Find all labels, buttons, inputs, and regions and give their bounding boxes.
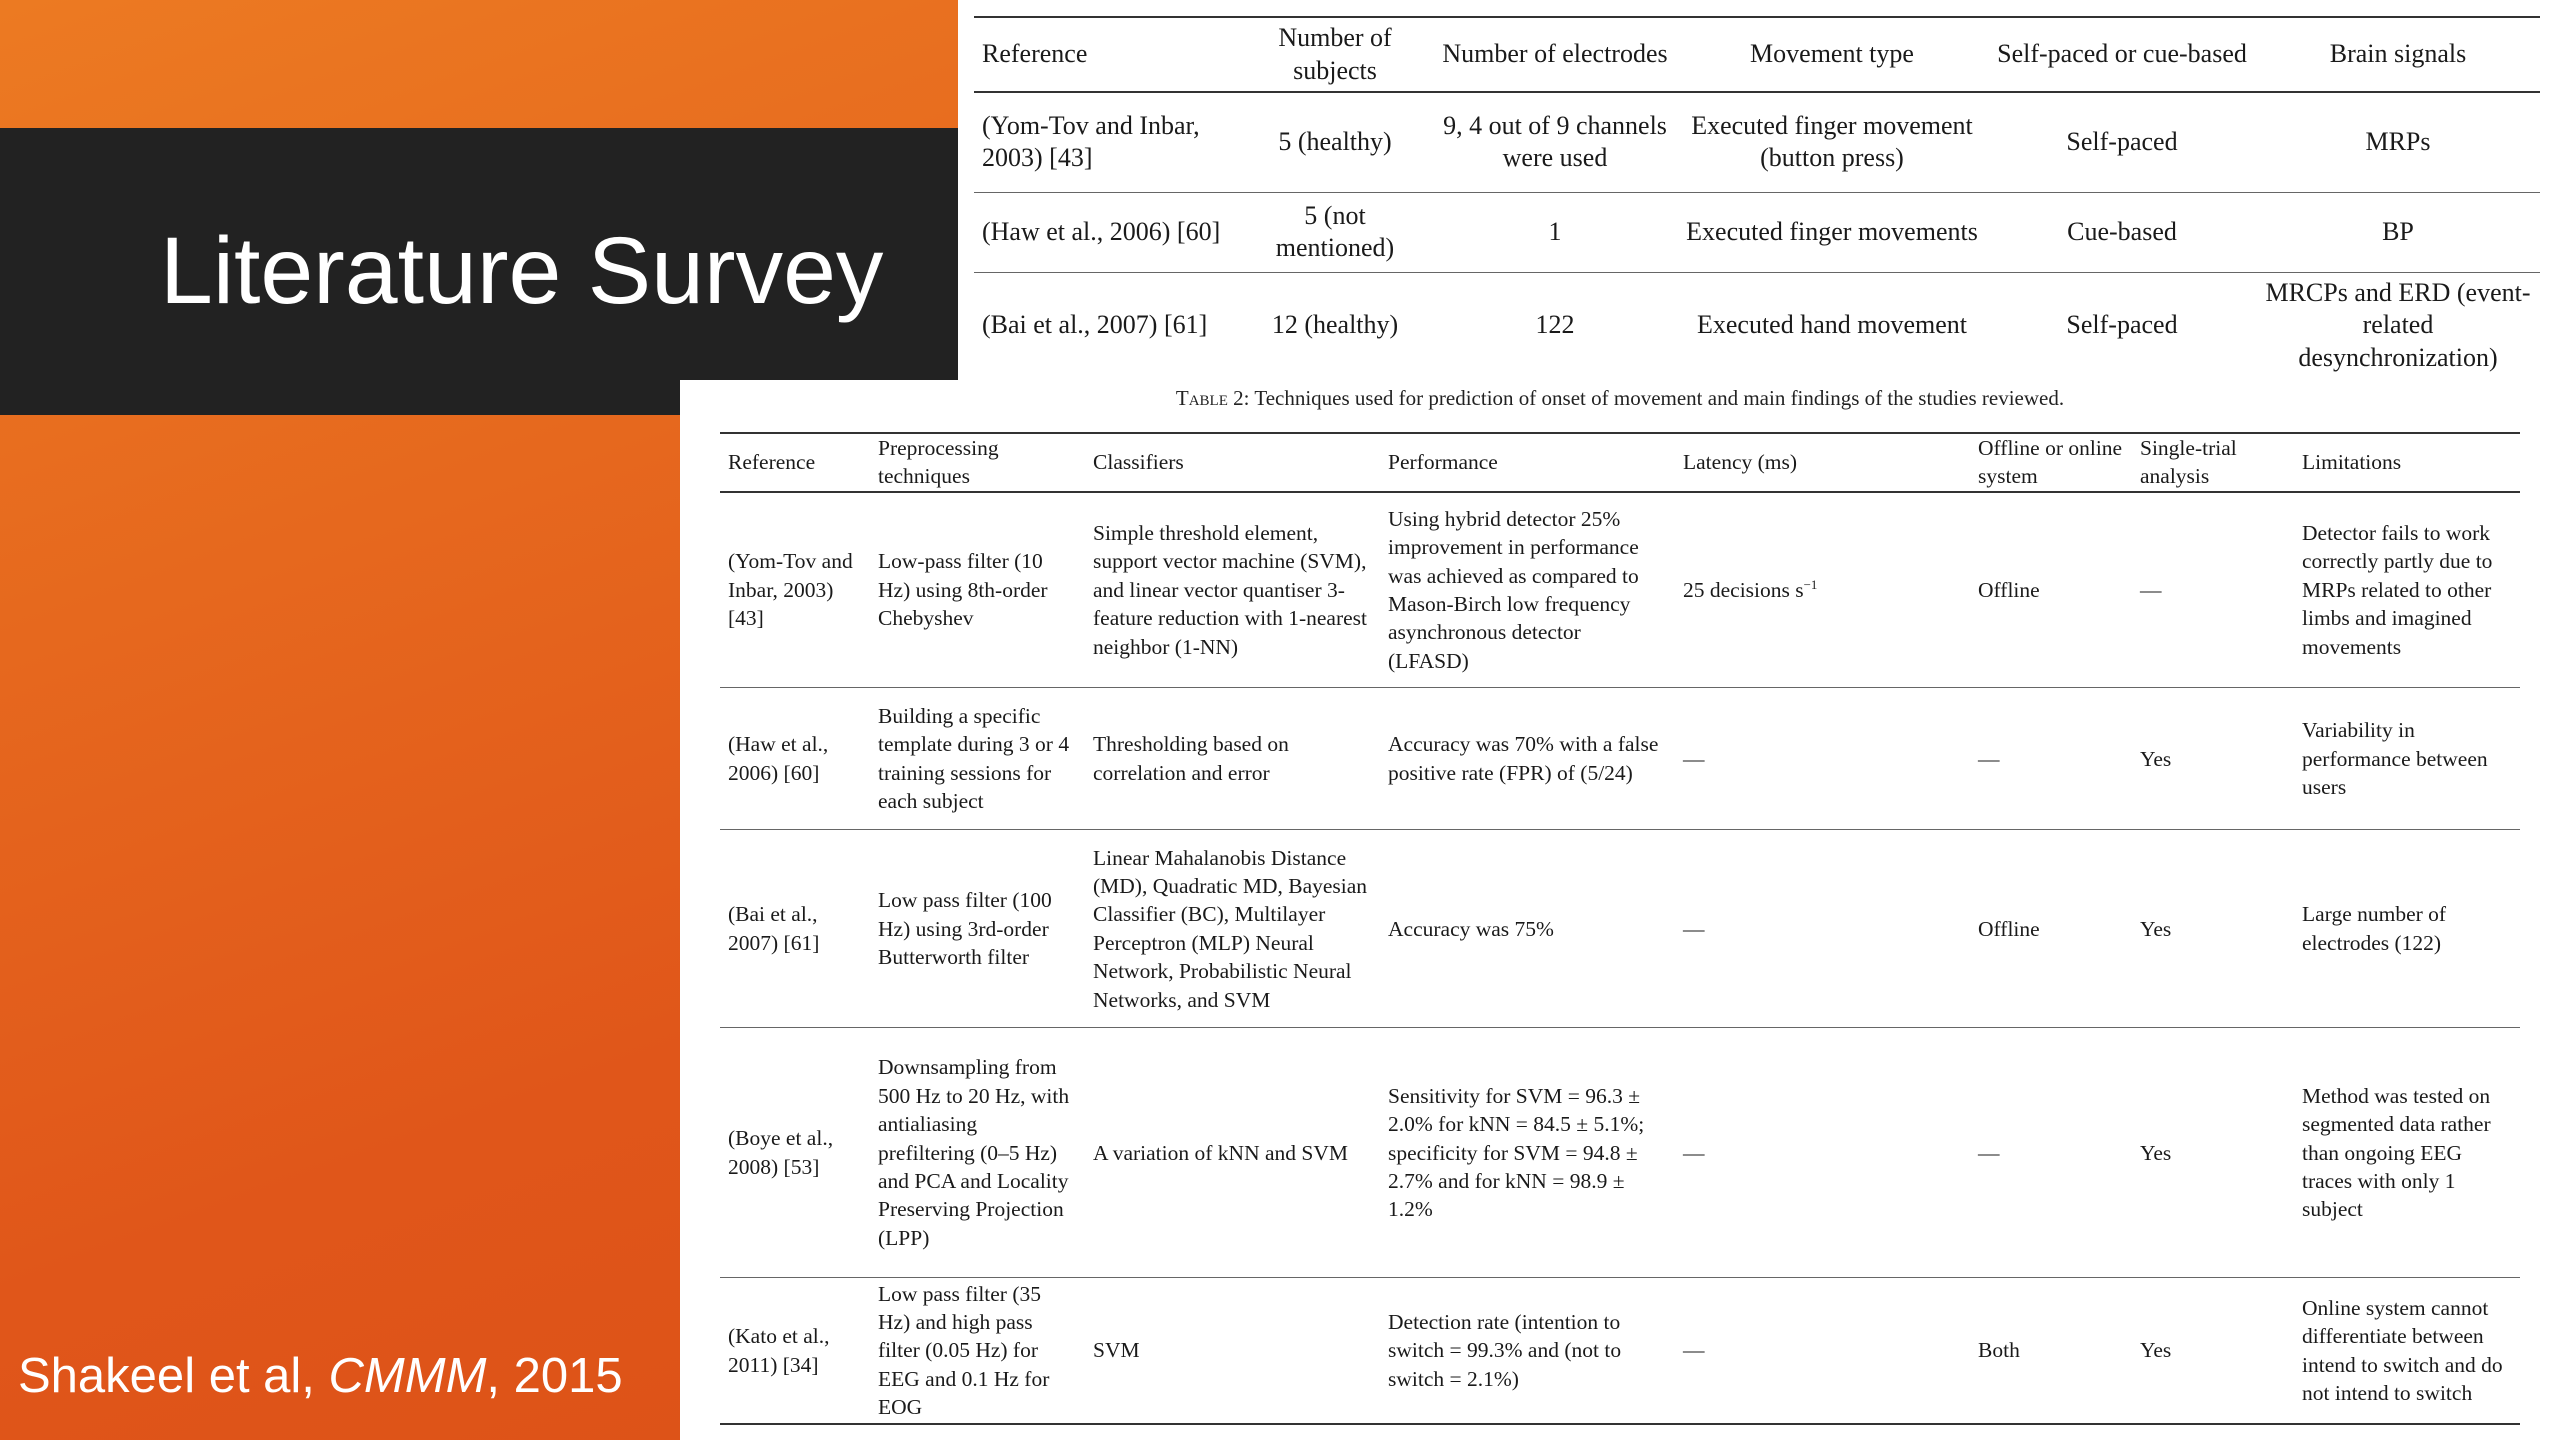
table-2-cell-latency — [1675, 1278, 1970, 1424]
table-1-header-row — [974, 17, 2540, 92]
table-1-row — [974, 272, 2540, 378]
table-1-cell: 5 (healthy) — [1236, 92, 1434, 192]
table-1-cell: (Bai et al., 2007) [61] — [982, 310, 1208, 339]
table-2-image — [680, 380, 2560, 1440]
table-2-cell-single-trial: — — [2132, 492, 2294, 688]
latency-value: — — [1683, 746, 1705, 771]
table-2-row — [720, 688, 2520, 830]
table-2-cell-limitations: Method was tested on segmented data rather than ongoing EEG traces with only 1 subject — [2294, 1028, 2520, 1278]
table-1-cell: (Haw et al., 2006) [60] — [974, 192, 1236, 272]
table-1-header-cell: Movement type — [1676, 17, 1988, 92]
table-2-cell-performance: Accuracy was 75% — [1380, 830, 1675, 1028]
table-2-cell-system: Offline — [1970, 492, 2132, 688]
table-2-cell-performance: Detection rate (intention to switch = 99.3% and (not to switch = 2.1%) — [1380, 1278, 1675, 1424]
latency-value: — — [1683, 1338, 1705, 1363]
table-1-row — [974, 192, 2540, 272]
table-1-cell: Self-paced — [1988, 92, 2256, 192]
table-2-row — [720, 1278, 2520, 1424]
table-2-cell-limitations: Large number of electrodes (122) — [2294, 830, 2520, 1028]
table-2-cell-single-trial: Yes — [2132, 830, 2294, 1028]
latency-value: — — [1683, 1140, 1705, 1165]
table-2-header-cell: Single-trial analysis — [2132, 433, 2294, 492]
table-2-row — [720, 1028, 2520, 1278]
table-1-header-cell: Number of electrodes — [1434, 17, 1676, 92]
table-2 — [720, 432, 2520, 1425]
table-2-cell-latency — [1675, 830, 1970, 1028]
table-1-image — [958, 0, 2560, 380]
table-2-cell-reference: (Yom-Tov and Inbar, 2003) [43] — [720, 492, 870, 688]
title-band — [0, 128, 958, 415]
table-2-cell-reference: (Haw et al., 2006) [60] — [720, 688, 870, 830]
table-2-header-cell: Classifiers — [1085, 433, 1380, 492]
table-1-cell: MRCPs and ERD (event-related desynchronization) — [2265, 277, 2531, 372]
table-1-header-cell: Reference — [974, 17, 1236, 92]
citation-year: , 2015 — [486, 1349, 623, 1403]
table-2-cell-system: — — [1970, 688, 2132, 830]
table-2-cell-performance: Accuracy was 70% with a false positive rate (FPR) of (5/24) — [1380, 688, 1675, 830]
table-1-cell: 12 (healthy) — [1271, 310, 1399, 339]
table-2-cell-latency — [1675, 492, 1970, 688]
table-2-cell-system: Offline — [1970, 830, 2132, 1028]
table-2-cell-single-trial: Yes — [2132, 1028, 2294, 1278]
table-2-cell-limitations: Detector fails to work correctly partly due to MRPs related to other limbs and imagined movements — [2294, 492, 2520, 688]
table-2-caption — [680, 386, 2560, 411]
table-1-cell: Self-paced — [2066, 310, 2178, 339]
table-1-cell: Executed hand movement — [1696, 310, 1968, 339]
table-2-header-cell: Offline or online system — [1970, 433, 2132, 492]
table-2-cell-latency — [1675, 1028, 1970, 1278]
table-2-cell-latency — [1675, 688, 1970, 830]
table-1-cell: Executed finger movements — [1676, 192, 1988, 272]
table-1-cell: MRPs — [2256, 92, 2540, 192]
table-2-cell-performance: Sensitivity for SVM = 96.3 ± 2.0% for kNN = 84.5 ± 5.1%; specificity for SVM = 94.8 ± 2.7% and for kNN = 98.9 ± 1.2% — [1380, 1028, 1675, 1278]
latency-value: — — [1683, 916, 1705, 941]
table-1-header-cell: Number of subjects — [1236, 17, 1434, 92]
table-1-header-cell: Self-paced or cue-based — [1988, 17, 2256, 92]
citation-authors: Shakeel et al, — [18, 1349, 329, 1403]
table-2-cell-preprocessing: Downsampling from 500 Hz to 20 Hz, with antialiasing prefiltering (0–5 Hz) and PCA and Locality Preserving Projection (LPP) — [870, 1028, 1085, 1278]
latency-value: 25 decisions s — [1683, 577, 1804, 602]
citation-journal: CMMM — [328, 1349, 487, 1403]
table-2-header-row — [720, 433, 2520, 492]
table-2-caption-label: Table 2 — [1175, 386, 1244, 410]
table-1-cell: Cue-based — [1988, 192, 2256, 272]
table-2-cell-classifiers: A variation of kNN and SVM — [1085, 1028, 1380, 1278]
table-2-cell-performance: Using hybrid detector 25% improvement in performance was achieved as compared to Mason-Birch low frequency asynchronous detector (LFASD) — [1380, 492, 1675, 688]
table-2-cell-preprocessing: Low pass filter (35 Hz) and high pass filter (0.05 Hz) for EEG and 0.1 Hz for EOG — [870, 1278, 1085, 1424]
table-1 — [974, 16, 2540, 378]
table-2-cell-classifiers: Linear Mahalanobis Distance (MD), Quadratic MD, Bayesian Classifier (BC), Multilayer Perceptron (MLP) Neural Network, Probabilistic Neural Networks, and SVM — [1085, 830, 1380, 1028]
table-2-cell-system: Both — [1970, 1278, 2132, 1424]
table-2-cell-reference: (Bai et al., 2007) [61] — [720, 830, 870, 1028]
table-1-row — [974, 92, 2540, 192]
table-2-row — [720, 492, 2520, 688]
slide-citation — [18, 1349, 623, 1403]
table-2-cell-classifiers: Simple threshold element, support vector machine (SVM), and linear vector quantiser 3-feature reduction with 1-nearest neighbor (1-NN) — [1085, 492, 1380, 688]
table-2-header-cell: Limitations — [2294, 433, 2520, 492]
table-2-cell-single-trial: Yes — [2132, 688, 2294, 830]
table-1-cell: BP — [2256, 192, 2540, 272]
table-2-cell-classifiers: Thresholding based on correlation and error — [1085, 688, 1380, 830]
table-2-cell-preprocessing: Building a specific template during 3 or 4 training sessions for each subject — [870, 688, 1085, 830]
latency-exponent: −1 — [1803, 577, 1818, 592]
table-2-header-cell: Latency (ms) — [1675, 433, 1970, 492]
slide-title: Literature Survey — [160, 218, 884, 324]
table-2-header-cell: Performance — [1380, 433, 1675, 492]
table-1-cell: 122 — [1535, 310, 1575, 339]
table-2-cell-limitations: Variability in performance between users — [2294, 688, 2520, 830]
table-1-cell: 1 — [1434, 192, 1676, 272]
table-2-cell-limitations: Online system cannot differentiate between intend to switch and do not intend to switch — [2294, 1278, 2520, 1424]
table-2-cell-preprocessing: Low-pass filter (10 Hz) using 8th-order Chebyshev — [870, 492, 1085, 688]
table-2-cell-single-trial: Yes — [2132, 1278, 2294, 1424]
table-1-cell: Executed finger movement (button press) — [1676, 92, 1988, 192]
table-2-cell-preprocessing: Low pass filter (100 Hz) using 3rd-order Butterworth filter — [870, 830, 1085, 1028]
table-2-cell-reference: (Kato et al., 2011) [34] — [720, 1278, 870, 1424]
table-2-cell-reference: (Boye et al., 2008) [53] — [720, 1028, 870, 1278]
table-2-caption-text: : Techniques used for prediction of onset of movement and main findings of the studies reviewed. — [1243, 386, 2065, 410]
table-2-header-cell: Preprocessing techniques — [870, 433, 1085, 492]
table-2-row — [720, 830, 2520, 1028]
table-1-cell: 9, 4 out of 9 channels were used — [1434, 92, 1676, 192]
table-1-header-cell: Brain signals — [2256, 17, 2540, 92]
table-2-cell-system: — — [1970, 1028, 2132, 1278]
table-1-cell: 5 (not mentioned) — [1236, 192, 1434, 272]
table-1-cell: (Yom-Tov and Inbar, 2003) [43] — [974, 92, 1236, 192]
table-2-cell-classifiers: SVM — [1085, 1278, 1380, 1424]
table-2-header-cell: Reference — [720, 433, 870, 492]
